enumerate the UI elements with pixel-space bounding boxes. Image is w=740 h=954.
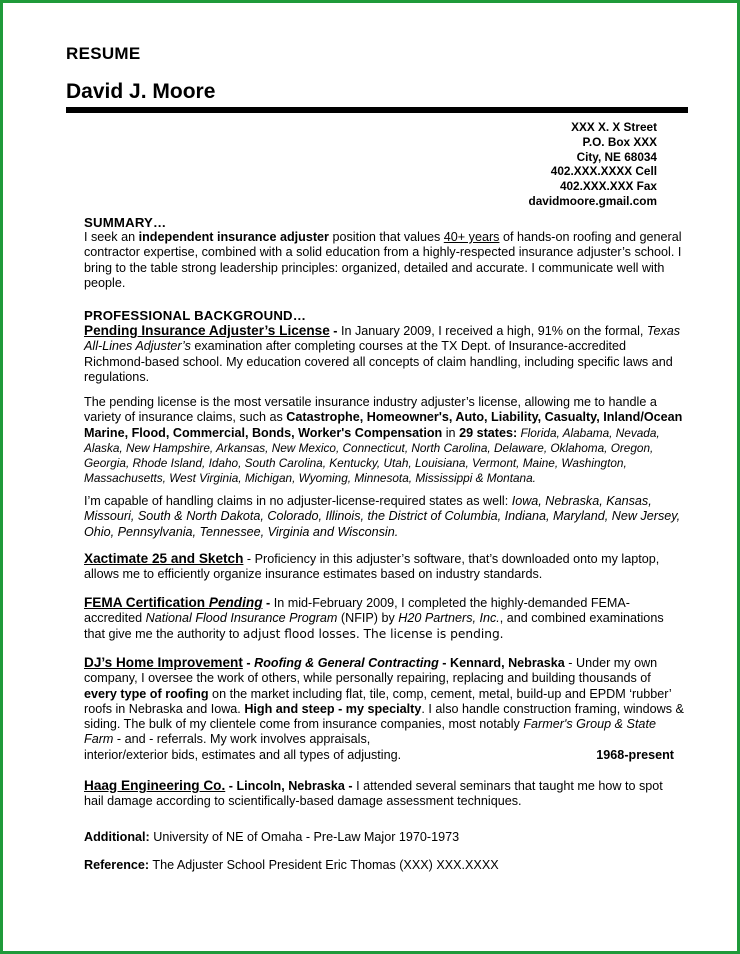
candidate-name: David J. Moore [66, 80, 216, 103]
pending-license-entry: Pending Insurance Adjuster’s License - In January 2009, I received a high, 91% on the formal, Texas All-Lines Adjuster’s examination after completing courses at the TX Dept. of Insurance-accredited Richmond-based school. My education covered all concepts of claim handling, including specific laws and regulations. [84, 323, 681, 384]
no-license-paragraph: I’m capable of handling claims in no adjuster-license-required states as well: Iowa, Nebraska, Kansas, Missouri, South & North Dakota, Colorado, Illinois, the District of Columbia, Indiana, Maryland, New Jersey, Ohio, Pennsylvania, Tennessee, Virginia and Wisconsin. [84, 494, 681, 539]
background-heading: PROFESSIONAL BACKGROUND… [84, 308, 307, 323]
document-label: RESUME [66, 44, 141, 63]
contact-block [529, 120, 658, 209]
fema-entry: FEMA Certification Pending - In mid-February 2009, I completed the highly-demanded FEMA-accredited National Flood Insurance Program (NFIP) by H20 Partners, Inc., and combined examinations that give me the authority to adjust flood losses. The license is pending. [84, 595, 664, 641]
dj-years: 1968-present [596, 747, 674, 762]
dj-home-improvement-entry: DJ’s Home Improvement - Roofing & General Contracting - Kennard, Nebraska - Under my own company, I oversee the work of others, while personally repairing, replacing and building thousands of every type of roofing on the market including flat, tile, comp, cement, metal, build-up and EPDM ‘rubber’ roofs in Nebraska and Iowa. High and steep - my specialty. I also handle construction framing, windows & siding. The bulk of my clientele come from insurance companies, most notably Farmer's Group & State Farm - and - referrals. My work involves appraisals, interior/exterior bids, estimates and all types of adjusting. 1968-present [84, 655, 684, 762]
contact-city: City, NE 68034 [576, 149, 657, 164]
background-section [84, 308, 684, 385]
contact-email: davidmoore.gmail.com [528, 193, 657, 208]
summary-section [84, 215, 684, 291]
contact-fax: 402.XXX.XXX Fax [559, 179, 657, 194]
summary-text: I seek an independent insurance adjuster position that values 40+ years of hands-on roofing and general contractor expertise, combined with a solid education from a highly-respected insurance adjuster’s school. I bring to the table strong leadership principles: organized, detailed and accurate. I communicate well with people. [84, 230, 682, 290]
haag-engineering-entry: Haag Engineering Co. - Lincoln, Nebraska - I attended several seminars that taught me how to spot hail damage according to scientifically-based damage assessment techniques. [84, 778, 663, 809]
contact-street: XXX X. X Street [571, 120, 657, 134]
header-divider [66, 107, 688, 113]
summary-heading: SUMMARY… [84, 215, 167, 230]
additional-line: Additional: University of NE of Omaha - Pre-Law Major 1970-1973 [84, 830, 460, 844]
license-paragraph: The pending license is the most versatile insurance industry adjuster’s license, allowing me to handle a variety of insurance claims, such as Catastrophe, Homeowner's, Auto, Liability, Casualty, Inland/Ocean Marine, Flood, Commercial, Bonds, Worker's Compensation in 29 states: Florida, Alabama, Nevada, Alaska, New Hampshire, Arkansas, New Mexico, Connecticut, North Carolina, Delaware, Oklahoma, Oregon, Georgia, Rhode Island, Idaho, South Carolina, Kentucky, Utah, Louisiana, Vermont, Maine, Washington, Massachusetts, West Virginia, Michigan, Wyoming, Minnesota, Mississippi & Montana. [84, 395, 683, 486]
xactimate-entry: Xactimate 25 and Sketch - Proficiency in this adjuster’s software, that’s downloaded onto my laptop, allows me to efficiently organize insurance estimates based on industry standards. [84, 551, 660, 582]
contact-cell: 402.XXX.XXXX Cell [550, 164, 657, 179]
contact-po-box: P.O. Box XXX [582, 134, 657, 149]
reference-line: Reference: The Adjuster School President Eric Thomas (XXX) XXX.XXXX [84, 858, 499, 872]
